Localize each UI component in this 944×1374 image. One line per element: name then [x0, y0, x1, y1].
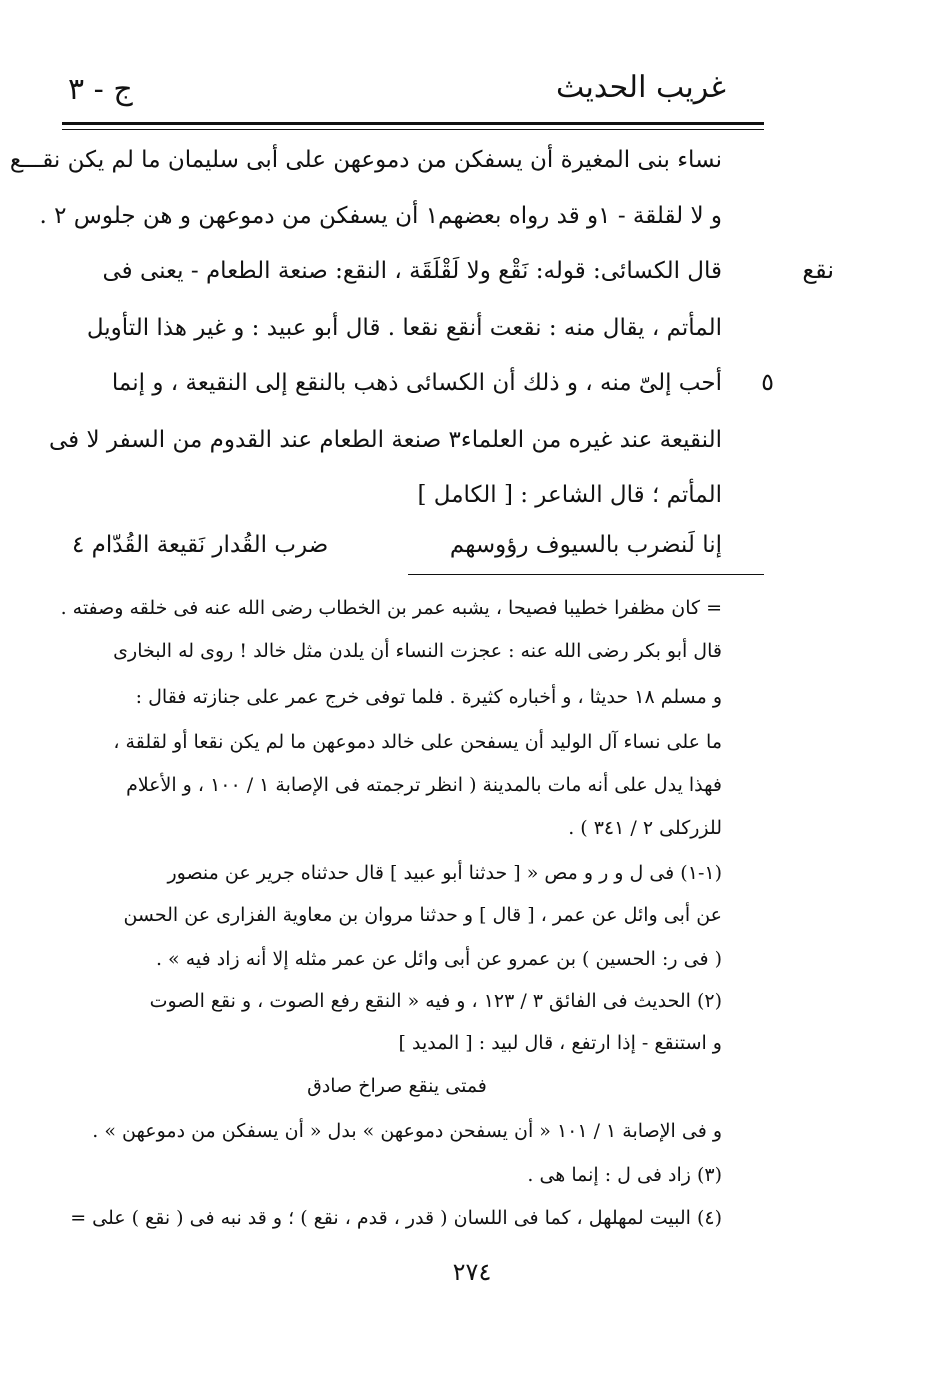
margin-line-number: ٥: [761, 368, 774, 396]
footnote-line: (٢) الحديث فى الفائق ٣ / ١٢٣ ، و فيه « النقع رفع الصوت ، و نقع الصوت: [149, 990, 722, 1012]
main-text-line: المأتم ؛ قال الشاعر : [ الكامل ]: [417, 482, 722, 508]
poem-hemistich-first: إنا لَنضرب بالسيوف رؤوسهم: [449, 532, 722, 558]
main-text-line: قال الكسائى: قوله: نَقْع ولا لَقْلَقَة ، النقع: صنعة الطعام - يعنى فى: [102, 258, 722, 284]
footnote-line: ما على نساء آل الوليد أن يسفحن على خالد دموعهن ما لم يكن نقعا أو لقلقة ،: [113, 731, 722, 753]
poem-verse: [72, 530, 722, 560]
footnote-line: (٤) البيت لمهلهل ، كما فى اللسان ( قدر ، قدم ، نقع ) ؛ و قد نبه فى ( نقع ) على =: [70, 1207, 722, 1229]
footnote-line: و مسلم ١٨ حديثا ، و أخباره كثيرة . فلما توفى خرج عمر على جنازته فقال :: [135, 686, 722, 708]
main-text-line: أحب إلىّ منه ، و ذلك أن الكسائى ذهب بالنقع إلى النقيعة ، و إنما: [111, 370, 722, 396]
main-text-line: النقيعة عند غيره من العلماء٣ صنعة الطعام عند القدوم من السفر لا فى: [49, 427, 722, 453]
page-number: ٢٧٤: [452, 1258, 492, 1286]
footnote-line: للزركلى ٢ / ٣٤١ ) .: [568, 817, 722, 839]
main-text-line: و لا لقلقة - ١و قد رواه بعضهم١ أن يسفكن من دموعهن و هن جلوس ٢ .: [39, 203, 722, 229]
margin-headword: نقع: [802, 256, 834, 284]
footnote-separator: [408, 574, 764, 575]
footnote-line: فهذا يدل على أنه مات بالمدينة ( انظر ترجمته فى الإصابة ١ / ١٠٠ ، و الأعلام: [126, 774, 722, 796]
footnote-line: ( فى ر: الحسين ) بن عمرو عن أبى وائل عن عمر مثله إلا أنه زاد فيه » .: [155, 948, 722, 970]
footnote-line: عن أبى وائل عن عمر ، [ قال ] و حدثنا مروان بن معاوية الفزارى عن الحسن: [123, 904, 722, 926]
footnote-line: و استنقع - إذا ارتفع ، قال لبيد : [ المديد ]: [398, 1032, 722, 1054]
volume-label: ج - ٣: [68, 72, 133, 107]
header-rule-thin: [62, 129, 764, 130]
footnote-line: (٣) زاد فى ل : إنما هى .: [527, 1164, 722, 1186]
footnote-line: (١-١) فى ل و ر و مص « [ حدثنا أبو عبيد ] قال حدثناه جرير عن منصور: [167, 862, 722, 884]
footnote-line: و فى الإصابة ١ / ١٠١ « أن يسفحن دموعهن » بدل « أن يسفكن من دموعهن » .: [92, 1120, 722, 1142]
poem-hemistich-second: ضرب القُدار نَقيعة القُدّام ٤: [72, 532, 329, 558]
footnote-line: = كان مظفرا خطيبا فصيحا ، يشبه عمر بن الخطاب رضى الله عنه فى خلقه وصفته .: [60, 597, 722, 619]
header-rule-thick: [62, 122, 764, 125]
footnote-verse: فمتى ينقع صراخ صادق: [307, 1075, 487, 1097]
footnote-line: قال أبو بكر رضى الله عنه : عجزت النساء أن يلدن مثل خالد ! روى له البخارى: [113, 640, 722, 662]
running-title: غريب الحديث: [556, 70, 726, 105]
main-text-line: المأتم ، يقال منه : نقعت أنقع نقعا . قال أبو عبيد : و غير هذا التأويل: [86, 315, 722, 341]
main-text-line: نساء بنى المغيرة أن يسفكن من دموعهن على أبى سليمان ما لم يكن نقـــع: [9, 147, 722, 173]
